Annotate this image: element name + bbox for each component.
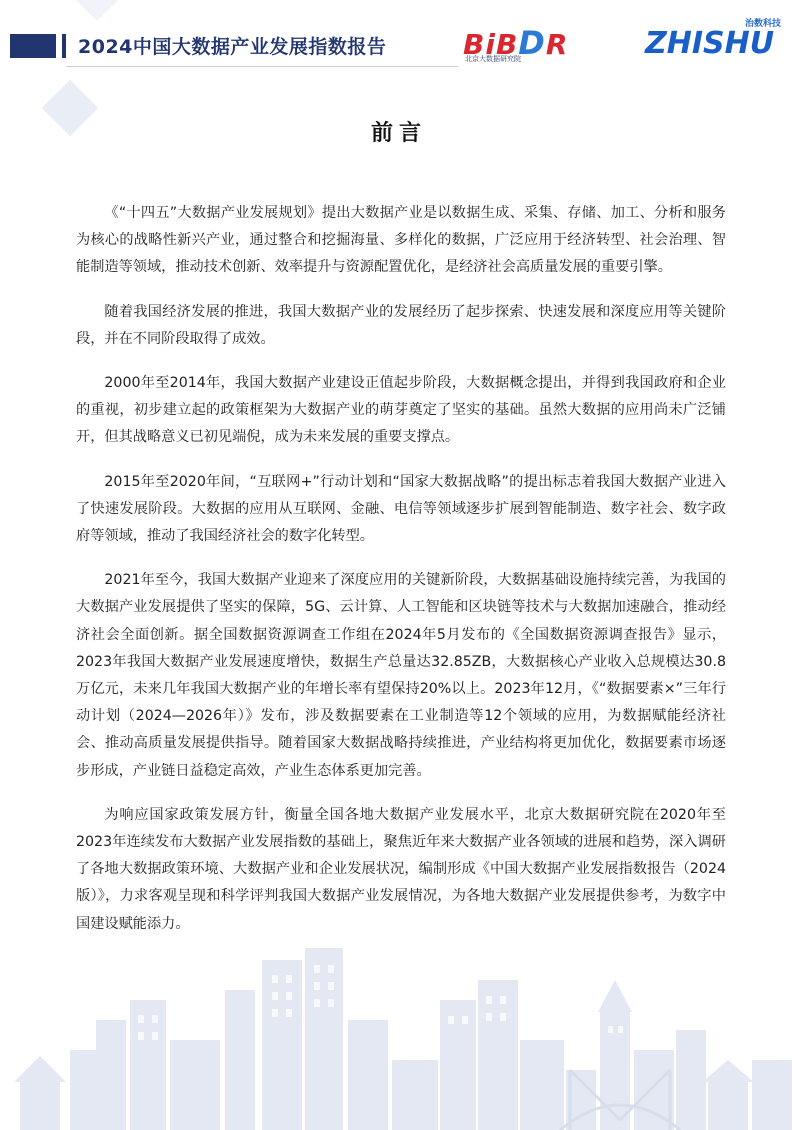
logo-letter-b1: B: [463, 28, 486, 61]
zhishu-logo: [645, 16, 785, 62]
header-accent-bar: [10, 34, 56, 58]
paragraph: 2015年至2020年间，“互联网+”行动计划和“国家大数据战略”的提出标志着我国大数据产业进入了快速发展阶段。大数据的应用从互联网、金融、电信等领域逐步扩展到智能制造、数字社会、数字政府等领域，推动了我国经济社会的数字化转型。: [76, 473, 726, 545]
header-accent-line: [62, 34, 66, 58]
paragraph: 2000年至2014年，我国大数据产业建设正值起步阶段，大数据概念提出，并得到我国政府和企业的重视，初步建立起的政策框架为大数据产业的萌芽奠定了坚实的基础。虽然大数据的应用尚未广泛铺开，但其战略意义已初见端倪，成为未来发展的重要支撑点。: [76, 375, 726, 446]
logo-letter-i: i: [485, 28, 496, 61]
city-skyline-illustration: [0, 930, 798, 1130]
paragraph: 随着我国经济发展的推进，我国大数据产业的发展经历了起步探索、快速发展和深度应用等关键阶段，并在不同阶段取得了成效。: [76, 303, 726, 347]
logo-letter-r: R: [545, 28, 569, 61]
paragraph: 为响应国家政策发展方针，衡量全国各地大数据产业发展水平，北京大数据研究院在2020年至2023年连续发布大数据产业发展指数的基础上，聚焦近年来大数据产业各领域的进展和趋势，深入调研了各地大数据政策环境、大数据产业和企业发展状况，编制形成《中国大数据产业发展指数报告（2024版）》，力求客观呈现和科学评判我国大数据产业发展情况，为各地大数据产业发展提供参考，为数字中国建设赋能添力。: [76, 806, 726, 932]
zhishu-logo-subtitle: 治数科技: [744, 19, 781, 29]
paragraph: 《“十四五”大数据产业发展规划》提出大数据产业是以数据生成、采集、存储、加工、分析和服务为核心的战略性新兴产业，通过整合和挖掘海量、多样化的数据，广泛应用于经济转型、社会治理、智能制造等领域，推动技术创新、效率提升与资源配置优化，是经济社会高质量发展的重要引擎。: [76, 205, 726, 276]
logo-letter-b2: B: [495, 28, 519, 61]
bibdr-logo: [463, 24, 623, 68]
page-header: [0, 19, 798, 68]
logo-letter-d: D: [518, 24, 546, 62]
zhishu-logo-text: ZHISHU: [645, 26, 775, 61]
paragraph: 2021年至今，我国大数据产业迎来了深度应用的关键新阶段，大数据基础设施持续完善，为我国的大数据产业发展提供了坚实的保障，5G、云计算、人工智能和区块链等技术与大数据加速融合，推动经济社会全面创新。据全国数据资源调查工作组在2024年5月发布的《全国数据资源调查报告》显示，2023年我国大数据产业发展速度增快，数据生产总量达32.85ZB，大数据核心产业收入总规模达30.8万亿元，未来几年我国大数据产业的年增长率有望保持20%以上。2023年12月，《“数据要素×”三年行动计划（2024—2026年）》发布，涉及数据要素在工业制造等12个领域的应用，为数据赋能经济社会、推动高质量发展提供指导。随着国家大数据战略持续推进，产业结构将更加优化，数据要素市场逐步形成，产业链日益稳定高效，产业生态体系更加完善。: [76, 572, 726, 779]
decorative-diamond: [73, 0, 121, 21]
report-title: 2024中国大数据产业发展指数报告: [78, 36, 387, 58]
preface-body: [76, 200, 726, 955]
bibdr-logo-subtitle: 北京大数据研究院: [465, 55, 521, 63]
header-divider: [66, 66, 458, 67]
page-title: 前言: [370, 121, 427, 146]
